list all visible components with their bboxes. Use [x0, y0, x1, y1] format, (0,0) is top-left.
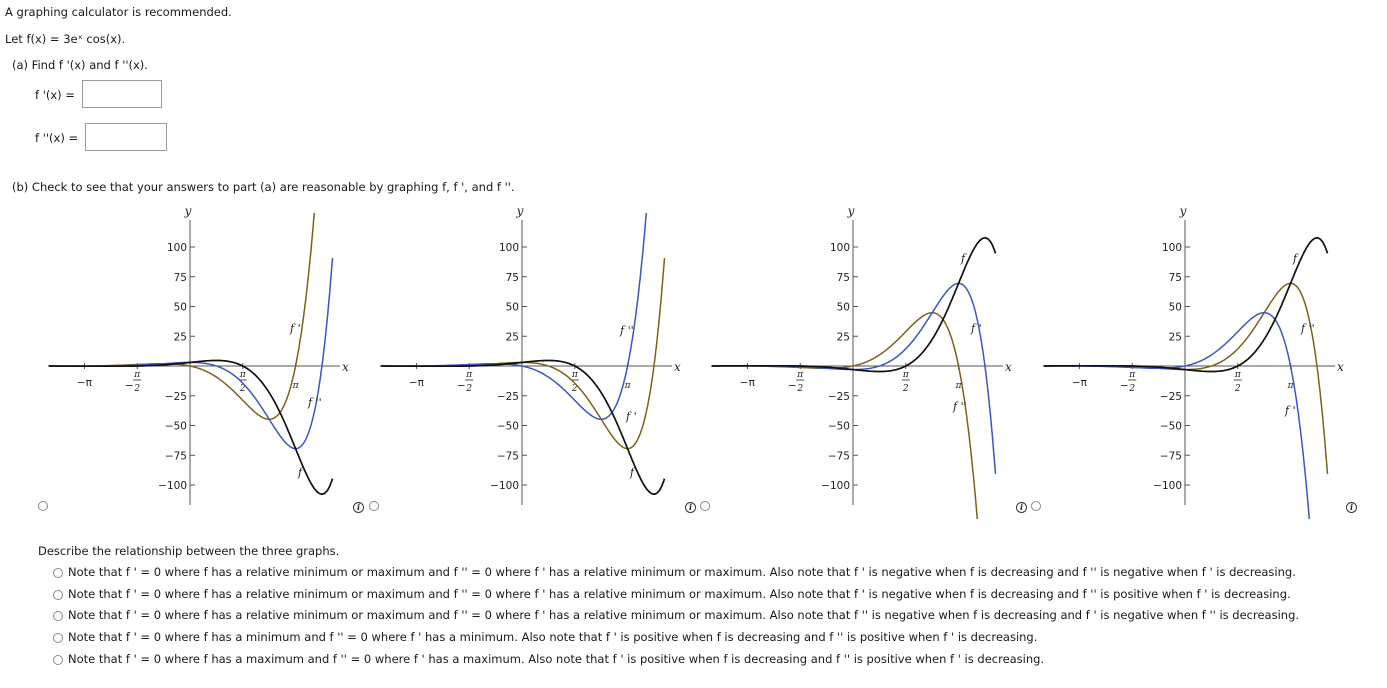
graph-option-2 [372, 200, 692, 510]
y-tick-label: 50 [1168, 301, 1182, 314]
y-tick-label: −50 [164, 420, 187, 433]
x-tick-frac-num: π [571, 370, 578, 380]
f-curve-label: f [630, 466, 635, 479]
y-axis-label: y [516, 204, 524, 218]
y-tick-label: 100 [1161, 242, 1182, 254]
y-tick-label: −100 [158, 480, 187, 492]
x-tick-minus: − [456, 380, 466, 392]
y-tick-label: −75 [164, 450, 187, 463]
x-tick-label-pi: π [1287, 381, 1294, 391]
f-curve-label: f [1293, 252, 1298, 265]
graph-3-radio[interactable] [700, 501, 710, 511]
x-tick-frac-den: 2 [1129, 384, 1136, 394]
fdoubleprime-curve-label: f '' [620, 324, 634, 337]
option-3-radio[interactable] [53, 611, 63, 621]
x-axis-label: x [1337, 360, 1344, 374]
question-text: Describe the relationship between the three graphs. [38, 544, 340, 558]
y-tick-label: 50 [173, 301, 187, 314]
x-tick-frac-den: 2 [797, 384, 804, 394]
y-axis-label: y [847, 204, 855, 218]
x-tick-frac-den: 2 [902, 384, 909, 394]
intro-text: A graphing calculator is recommended. [5, 5, 232, 19]
graph-2-radio[interactable] [369, 501, 379, 511]
graph-4-radio[interactable] [1031, 501, 1041, 511]
y-tick-label: 25 [505, 331, 519, 344]
x-tick-frac-num: π [466, 370, 473, 380]
fprime-curve-label: f ' [971, 322, 982, 335]
option-3-text[interactable]: Note that f ' = 0 where f has a relative minimum or maximum and f '' = 0 where f ' has a relative minimum or maximum. Also note that f '' is negative when f is decreasing and f ' is negative when f '' is decreasing. [68, 608, 1300, 622]
option-4-text[interactable]: Note that f ' = 0 where f has a minimum and f '' = 0 where f ' has a minimum. Also note that f ' is positive when f is decreasing and f '' is positive when f ' is decreasing. [68, 630, 1038, 644]
y-tick-label: −25 [1159, 390, 1182, 403]
info-icon[interactable]: i [353, 502, 364, 513]
graph-option-3 [703, 200, 1023, 510]
fprime-curve-label: f ' [290, 322, 301, 335]
x-tick-label-neg-pi: −π [739, 377, 756, 389]
option-5-radio[interactable] [53, 655, 63, 665]
option-1-radio[interactable] [53, 568, 63, 578]
graph-1-radio[interactable] [38, 501, 48, 511]
info-icon[interactable]: i [1346, 502, 1357, 513]
fdoubleprime-curve-label: f '' [953, 400, 967, 413]
x-tick-frac-num: π [902, 370, 909, 380]
option-2-text[interactable]: Note that f ' = 0 where f has a relative minimum or maximum and f '' = 0 where f ' has a relative minimum or maximum. Also note that f ' is negative when f is decreasing and f '' is positive when f ' is decreasing. [68, 587, 1291, 601]
part-b-prompt: (b) Check to see that your answers to part (a) are reasonable by graphing f, f ', and f ''. [12, 180, 515, 194]
y-tick-label: 50 [505, 301, 519, 314]
y-tick-label: 75 [505, 271, 519, 284]
y-tick-label: 75 [173, 271, 187, 284]
x-tick-frac-den: 2 [1234, 384, 1241, 394]
y-tick-label: −25 [164, 390, 187, 403]
y-tick-label: −75 [496, 450, 519, 463]
y-tick-label: −75 [827, 450, 850, 463]
y-tick-label: 25 [173, 331, 187, 344]
x-tick-frac-num: π [239, 370, 246, 380]
x-axis-label: x [1005, 360, 1012, 374]
x-tick-minus: − [1119, 380, 1129, 392]
y-tick-label: 75 [836, 271, 850, 284]
x-tick-minus: − [124, 380, 134, 392]
option-4-radio[interactable] [53, 633, 63, 643]
y-tick-label: 100 [166, 242, 187, 254]
function-definition: Let f(x) = 3eˣ cos(x). [5, 32, 126, 46]
x-tick-label-neg-pi: −π [408, 377, 425, 389]
x-tick-frac-den: 2 [466, 384, 473, 394]
y-tick-label: −100 [490, 480, 519, 492]
f-curve-label: f [298, 466, 303, 479]
x-axis-label: x [674, 360, 681, 374]
x-tick-minus: − [787, 380, 797, 392]
fdoubleprime-input[interactable] [85, 123, 167, 151]
graph-option-1 [40, 200, 360, 510]
f-curve [712, 238, 996, 372]
info-icon[interactable]: i [1016, 502, 1027, 513]
option-1-text[interactable]: Note that f ' = 0 where f has a relative minimum or maximum and f '' = 0 where f ' has a relative minimum or maximum. Also note that f ' is negative when f is decreasing and f '' is negative when f ' is decreasing. [68, 565, 1296, 579]
x-tick-label-pi: π [292, 381, 299, 391]
x-tick-label-pi: π [955, 381, 962, 391]
option-5-text[interactable]: Note that f ' = 0 where f has a maximum and f '' = 0 where f ' has a maximum. Also note that f ' is positive when f is decreasing and f '' is positive when f ' is decreasing. [68, 652, 1045, 666]
y-axis-label: y [1179, 204, 1187, 218]
y-axis-label: y [184, 204, 192, 218]
f-curve [1044, 238, 1328, 372]
x-tick-frac-num: π [1234, 370, 1241, 380]
x-tick-frac-num: π [134, 370, 141, 380]
x-tick-frac-den: 2 [571, 384, 578, 394]
x-tick-label-neg-pi: −π [1071, 377, 1088, 389]
x-tick-frac-den: 2 [134, 384, 141, 394]
y-tick-label: −25 [496, 390, 519, 403]
f-curve-label: f [961, 252, 966, 265]
y-tick-label: −50 [827, 420, 850, 433]
y-tick-label: −100 [1153, 480, 1182, 492]
x-tick-frac-num: π [1129, 370, 1136, 380]
graph-option-4 [1035, 200, 1355, 510]
x-axis-label: x [342, 360, 349, 374]
y-tick-label: −50 [1159, 420, 1182, 433]
y-tick-label: −25 [827, 390, 850, 403]
x-tick-frac-den: 2 [239, 384, 246, 394]
x-tick-frac-num: π [797, 370, 804, 380]
y-tick-label: 25 [1168, 331, 1182, 344]
x-tick-label-pi: π [624, 381, 631, 391]
y-tick-label: −100 [821, 480, 850, 492]
y-tick-label: 100 [498, 242, 519, 254]
fdoubleprime-curve [381, 258, 665, 449]
y-tick-label: 25 [836, 331, 850, 344]
info-icon[interactable]: i [685, 502, 696, 513]
fprime-input[interactable] [82, 80, 162, 108]
y-tick-label: 75 [1168, 271, 1182, 284]
fdoubleprime-label: f ''(x) = [35, 131, 79, 145]
fdoubleprime-curve-label: f '' [308, 396, 322, 409]
y-tick-label: −50 [496, 420, 519, 433]
fdoubleprime-curve-label: f '' [1301, 322, 1315, 335]
y-tick-label: 50 [836, 301, 850, 314]
fprime-curve-label: f ' [626, 410, 637, 423]
option-2-radio[interactable] [53, 590, 63, 600]
fprime-curve-label: f ' [1285, 404, 1296, 417]
fprime-label: f '(x) = [35, 88, 75, 102]
part-a-prompt: (a) Find f '(x) and f ''(x). [12, 58, 148, 72]
x-tick-label-neg-pi: −π [76, 377, 93, 389]
y-tick-label: 100 [829, 242, 850, 254]
y-tick-label: −75 [1159, 450, 1182, 463]
fprime-curve [49, 258, 333, 449]
